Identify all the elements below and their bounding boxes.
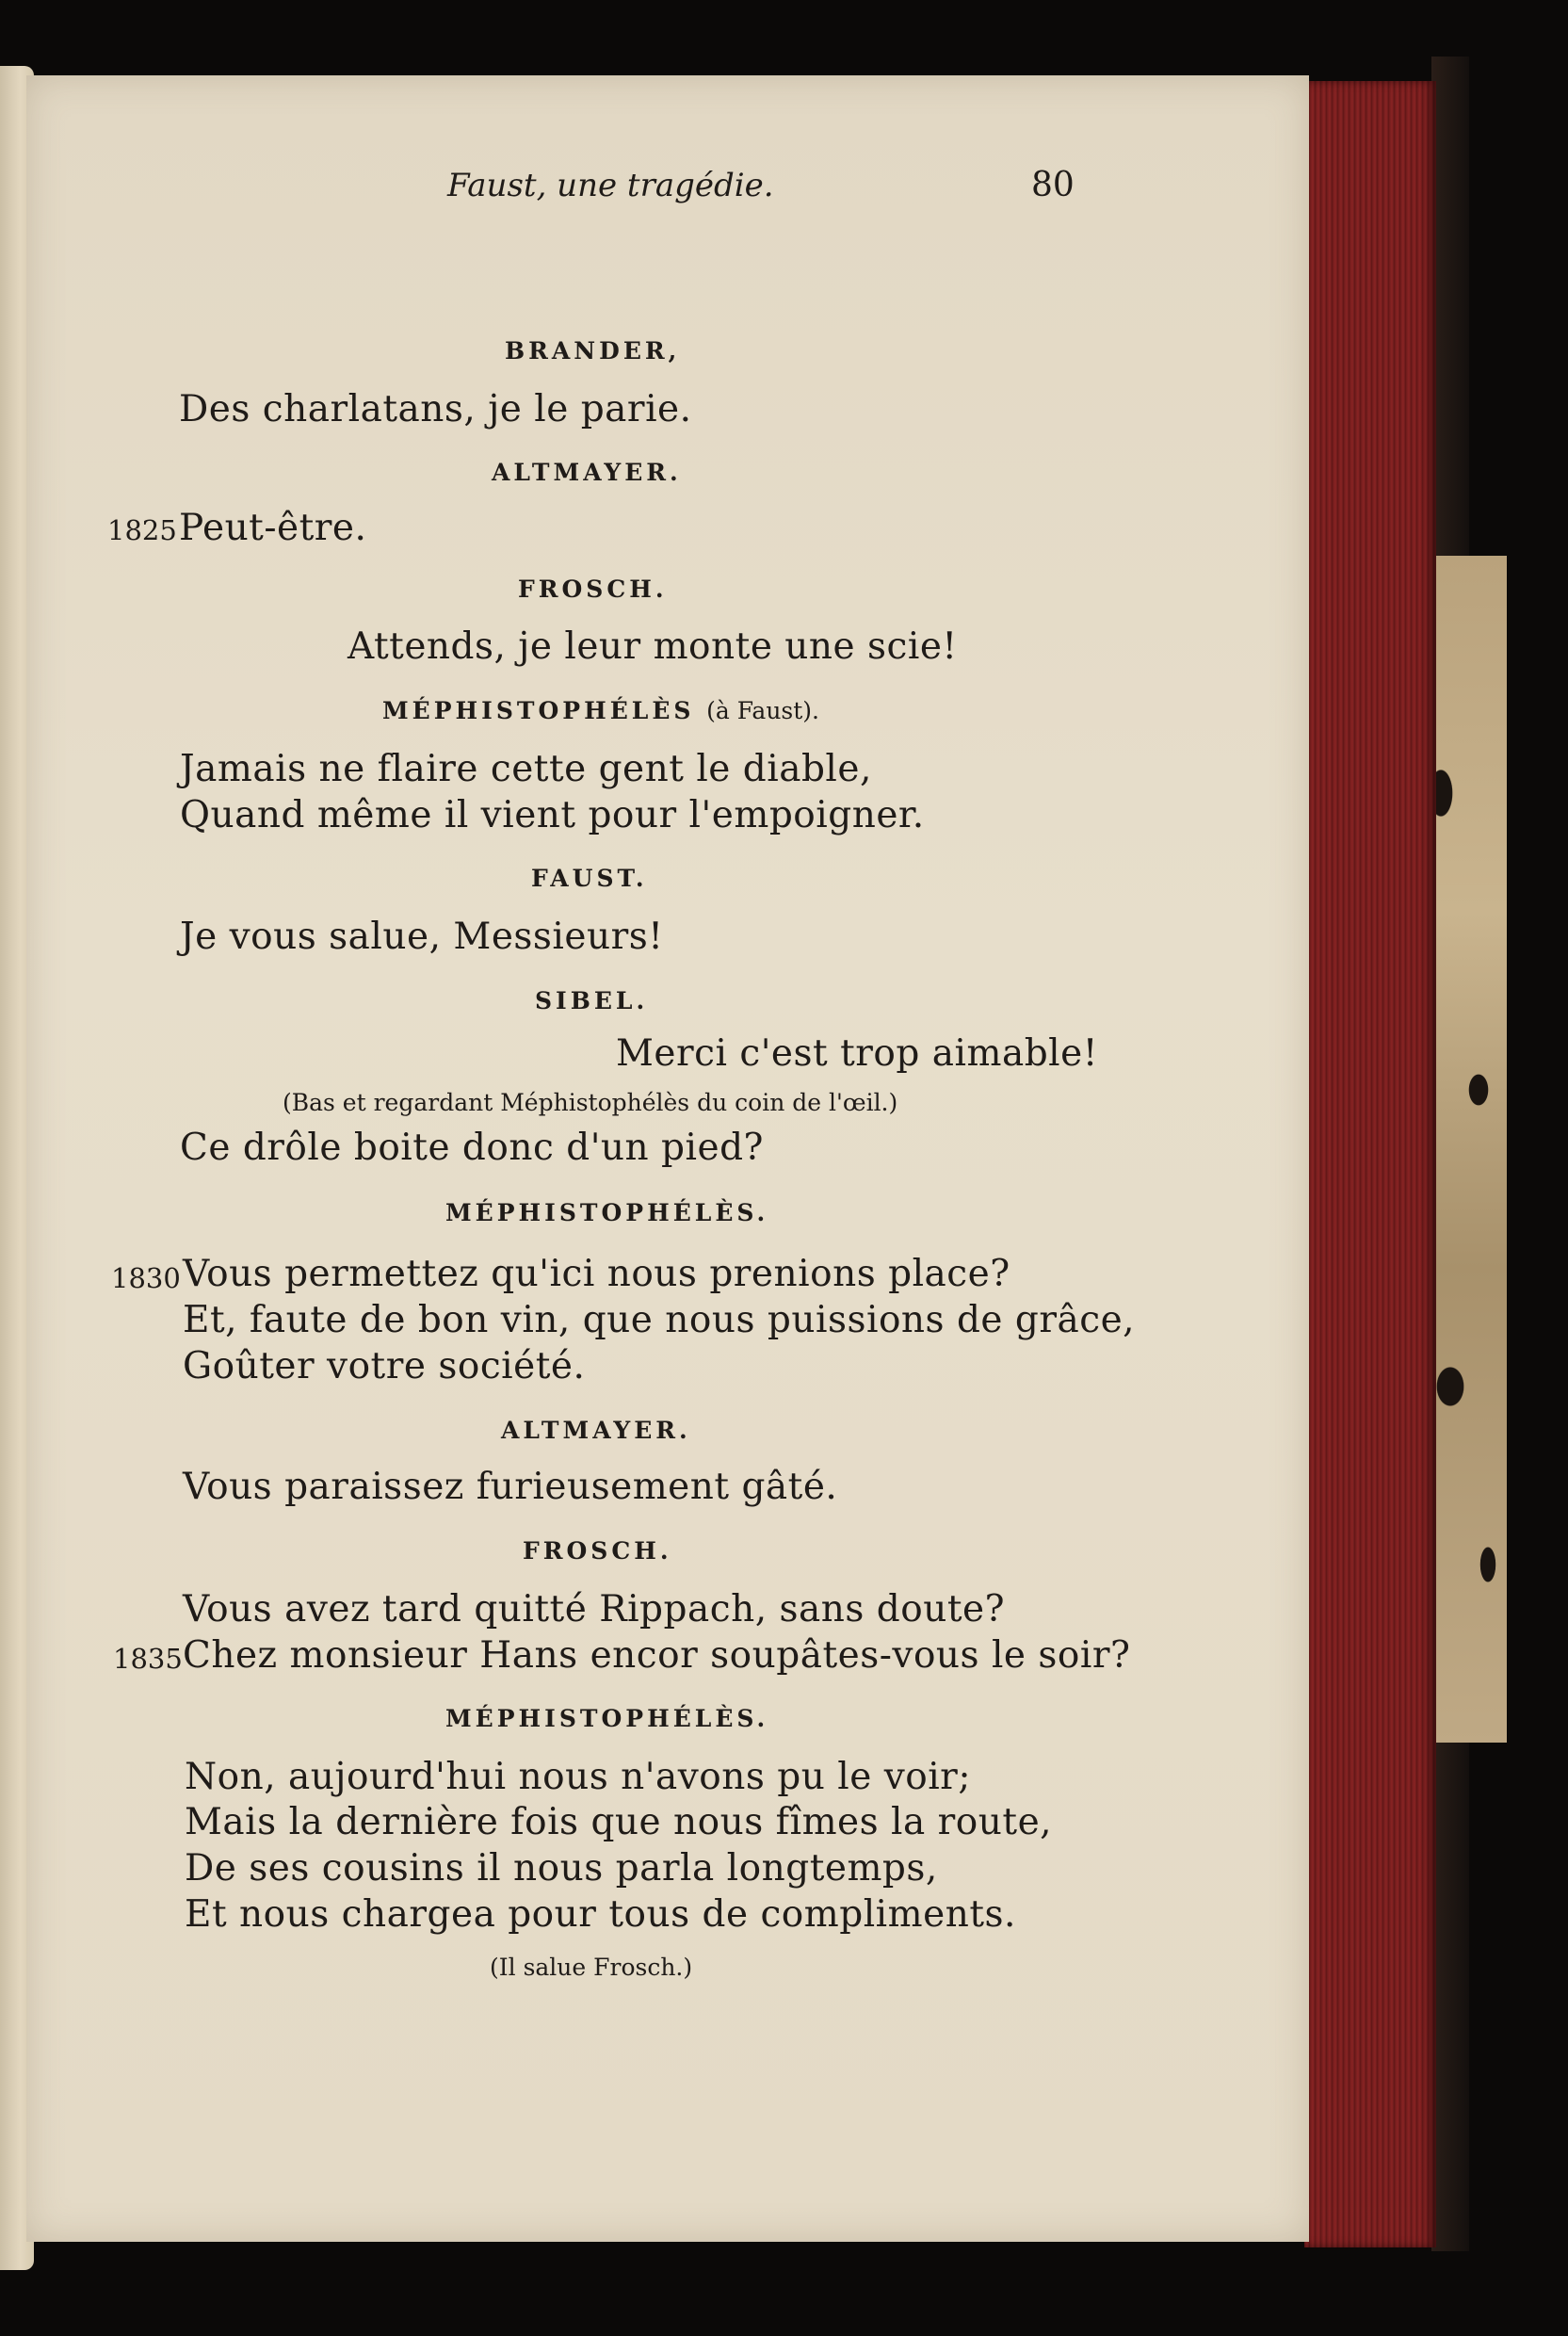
verse-line: Merci c'est trop aimable! <box>616 1032 1098 1075</box>
verse-line: Quand même il vient pour l'empoigner. <box>180 794 925 836</box>
stage-direction: (Il salue Frosch.) <box>490 1954 693 1981</box>
verse-line: Mais la dernière fois que nous fîmes la route, <box>185 1801 1053 1843</box>
speaker-name <box>382 697 819 724</box>
speaker-name: ALTMAYER. <box>492 459 682 486</box>
verse-line: Vous paraissez furieusement gâté. <box>183 1466 838 1508</box>
verse-line: Et nous chargea pour tous de compliments. <box>185 1893 1016 1936</box>
book-page <box>26 75 1309 2242</box>
verse-line: Peut-être. <box>179 507 367 549</box>
verse-line: De ses cousins il nous parla longtemps, <box>185 1847 938 1890</box>
speaker-name: MÉPHISTOPHÉLÈS. <box>445 1705 769 1732</box>
verse-line: Et, faute de bon vin, que nous puissions de grâce, <box>183 1299 1136 1341</box>
verse-line: Jamais ne flaire cette gent le diable, <box>180 748 872 790</box>
red-page-edges <box>1304 81 1436 2247</box>
speaker-name: BRANDER, <box>505 337 681 365</box>
verse-line: Ce drôle boite donc d'un pied? <box>180 1127 764 1169</box>
line-number: 1835 <box>113 1643 183 1675</box>
verse-line: Chez monsieur Hans encor soupâtes-vous le soir? <box>183 1634 1131 1677</box>
speaker-name: FROSCH. <box>518 576 668 603</box>
verse-line: Je vous salue, Messieurs! <box>180 916 664 958</box>
speaker-label: MÉPHISTOPHÉLÈS <box>382 697 695 724</box>
speaker-name: FAUST. <box>531 865 648 892</box>
verse-line: Goûter votre société. <box>183 1345 586 1387</box>
speaker-name: FROSCH. <box>523 1537 672 1565</box>
verse-line: Non, aujourd'hui nous n'avons pu le voir; <box>185 1756 971 1798</box>
verse-line: Vous permettez qu'ici nous prenions place? <box>183 1253 1010 1295</box>
line-number: 1830 <box>111 1262 181 1294</box>
stage-direction: (Bas et regardant Méphistophélès du coin de l'œil.) <box>283 1089 898 1116</box>
verse-line: Des charlatans, je le parie. <box>179 388 692 430</box>
stage-direction: (à Faust). <box>706 697 820 724</box>
line-number: 1825 <box>107 514 177 546</box>
running-header: Faust, une tragédie. <box>447 167 774 204</box>
speaker-name: MÉPHISTOPHÉLÈS. <box>445 1199 769 1226</box>
page-number: 80 <box>1031 166 1075 204</box>
verse-line: Attends, je leur monte une scie! <box>348 625 958 668</box>
speaker-name: SIBEL. <box>535 987 649 1014</box>
verse-line: Vous avez tard quitté Rippach, sans doute? <box>183 1588 1006 1630</box>
speaker-name: ALTMAYER. <box>501 1417 691 1444</box>
